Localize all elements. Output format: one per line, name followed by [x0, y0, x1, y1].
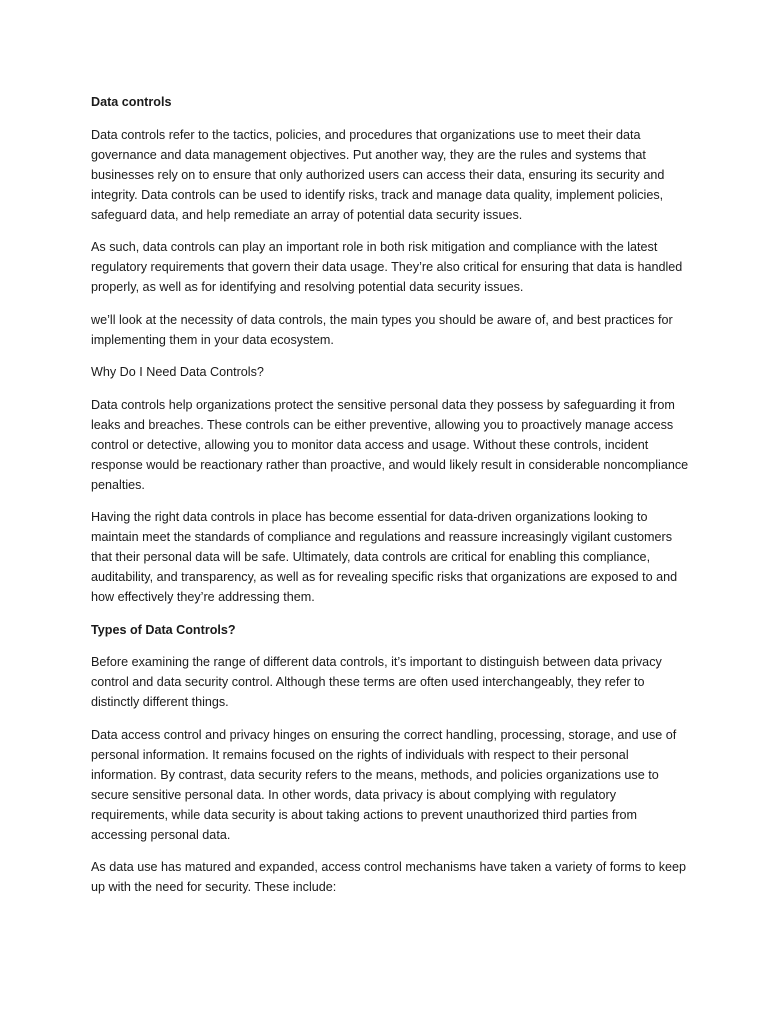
- paragraph-protection: Data controls help organizations protect the sensitive personal data they possess by safeguarding it from leaks and breaches. These controls can be either preventive, allowing you to proactively manage access control or detective, allowing you to monitor data access and usage. Without these controls, incident response would be reactionary rather than proactive, and would likely result in considerable noncompliance penalties.: [91, 397, 689, 492]
- paragraph-risk-mitigation: As such, data controls can play an important role in both risk mitigation and compliance with the latest regulatory requirements that govern their data usage. They’re also critical for ensuring that data is handled properly, as well as for identifying and resolving potential data security issues.: [91, 240, 683, 294]
- document-page: [91, 92, 691, 910]
- paragraph-compliance: Having the right data controls in place has become essential for data-driven organizations looking to maintain meet the standards of compliance and regulations and reassure increasingly vigilant customers that their personal data will be safe. Ultimately, data controls are critical for enabling this compliance, auditability, and transparency, as well as for revealing specific risks that organizations are exposed to and how effectively they’re addressing them.: [91, 510, 678, 604]
- subheading-types: Types of Data Controls?: [91, 622, 236, 637]
- paragraph-overview: we’ll look at the necessity of data controls, the main types you should be aware of, and best practices for implementing them in your data ecosystem.: [91, 312, 673, 347]
- paragraph-privacy-vs-security: Before examining the range of different data controls, it’s important to distinguish between data privacy control and data security control. Although these terms are often used interchangeably, they refer to distinctly different things.: [91, 655, 662, 709]
- paragraph-mechanisms: As data use has matured and expanded, access control mechanisms have taken a variety of forms to keep up with the need for security. These include:: [91, 860, 687, 894]
- paragraph-intro: Data controls refer to the tactics, policies, and procedures that organizations use to meet their data governance and data management objectives. Put another way, they are the rules and systems that businesses rely on to ensure that only authorized users can access their data, ensuring its security and integrity. Data controls can be used to identify risks, track and manage data quality, implement policies, safeguard data, and help remediate an array of potential data security issues.: [91, 127, 665, 222]
- document-title: Data controls: [91, 95, 172, 109]
- paragraph-access-control: Data access control and privacy hinges on ensuring the correct handling, processing, storage, and use of personal information. It remains focused on the rights of individuals with respect to their personal information. By contrast, data security refers to the means, methods, and policies organizations use to secure sensitive personal data. In other words, data privacy is about complying with regulatory requirements, while data security is about taking actions to prevent unauthorized third parties from accessing personal data.: [91, 727, 677, 842]
- subheading-why-need: Why Do I Need Data Controls?: [91, 365, 264, 379]
